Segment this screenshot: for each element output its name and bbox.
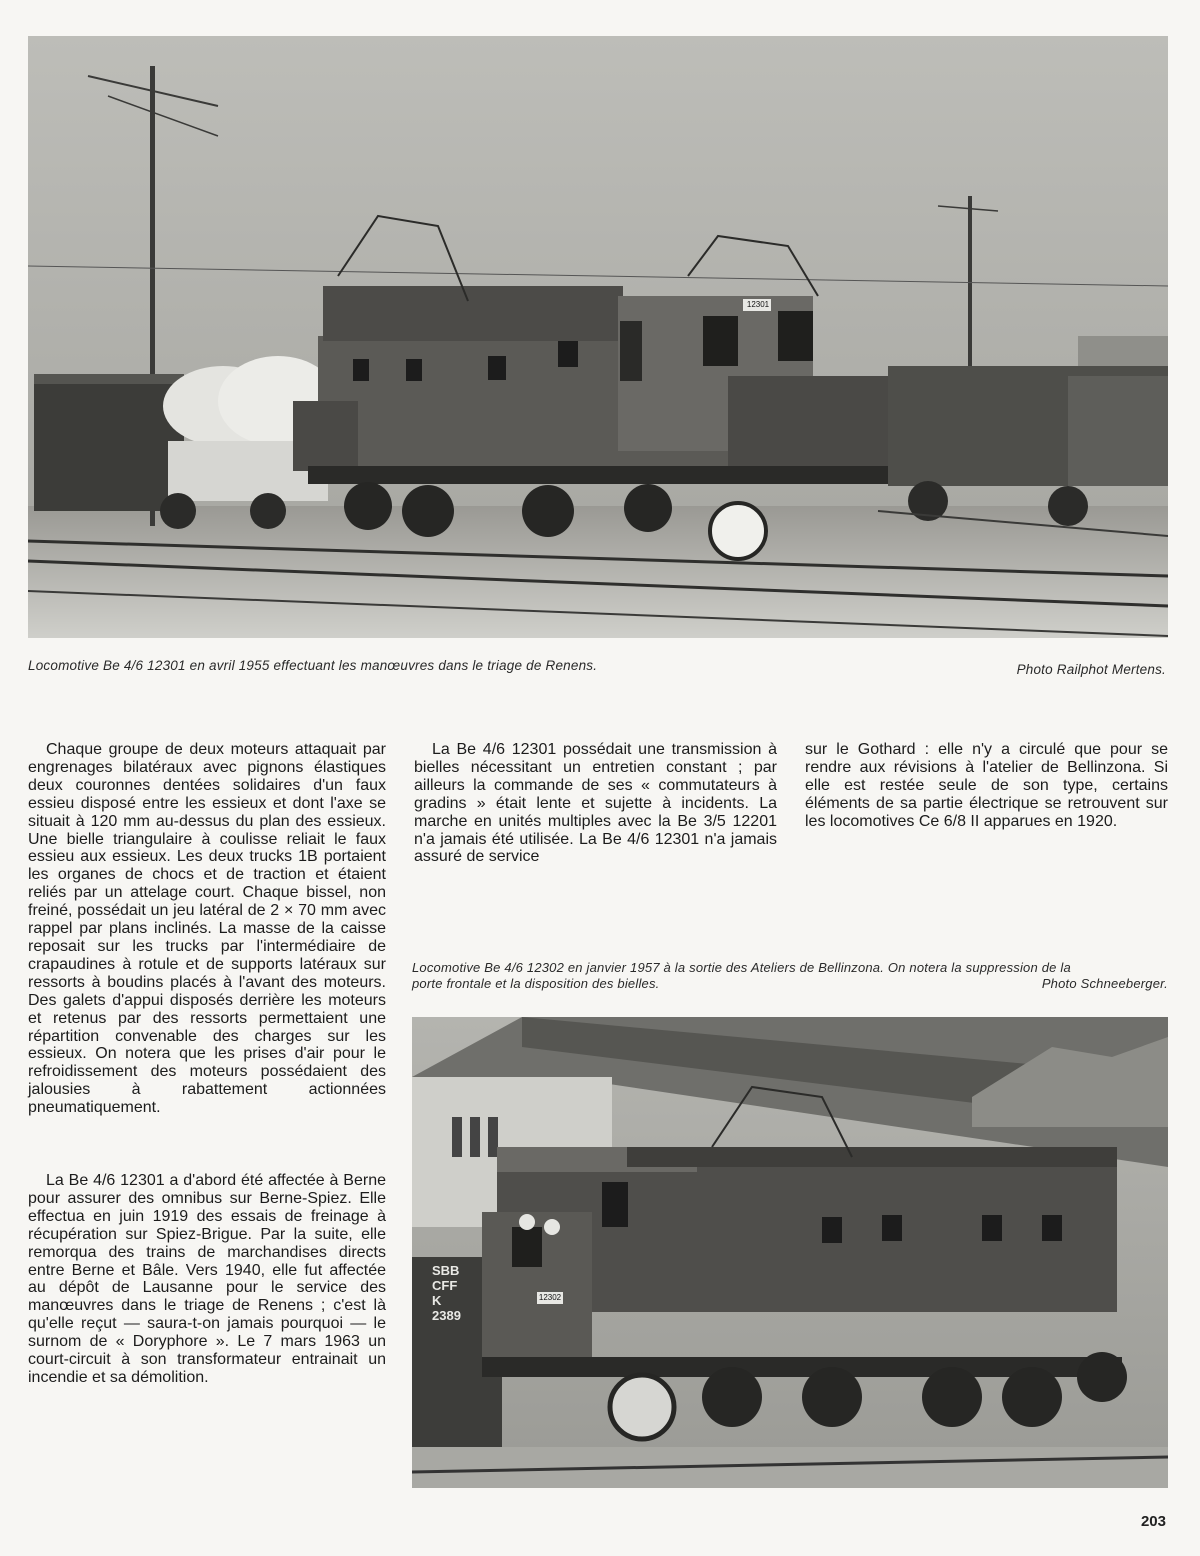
paragraph-maintenance: La Be 4/6 12301 possédait une transmission à bielles nécessitant un entretien constant ; par ailleurs la commande de ses « commutateurs à gradins » était lente et sujette à incidents. La marche en unités multiples avec la Be 3/5 12201 n'a jamais été utilisée. La Be 4/6 12301 n'a jamais assuré de service [414, 741, 777, 866]
paragraph-gothard: sur le Gothard : elle n'y a circulé que pour se rendre aux révisions à l'atelier de Bellinzona. Si elle est restée seule de son type, certains éléments de sa partie électrique se retrouvent sur les locomotives Ce 6/8 II apparues en 1920. [805, 741, 1168, 830]
photo2-number-plate: 12302 [538, 1293, 562, 1302]
page-number: 203 [1140, 1513, 1166, 1530]
text-column-left [28, 741, 386, 1387]
photo2-credit: Photo Schneeberger. [1041, 976, 1168, 991]
photo2-caption-line1: Locomotive Be 4/6 12302 en janvier 1957 à la sortie des Ateliers de Bellinzona. On notera la suppression de la [412, 960, 1071, 975]
text-column-middle [414, 741, 777, 866]
photo-locomotive-12301 [28, 36, 1168, 638]
photo2-caption [412, 960, 1172, 992]
text-column-right [805, 741, 1168, 831]
wagon-marking: SBB CFF K 2389 [432, 1263, 461, 1323]
photo1-caption: Locomotive Be 4/6 12301 en avril 1955 effectuant les manœuvres dans le triage de Renens. [28, 658, 598, 673]
paragraph-service-history: La Be 4/6 12301 a d'abord été affectée à Berne pour assurer des omnibus sur Berne-Spiez. Elle effectua en juin 1919 des essais de freinage à récupération sur Spiez-Brigue. Par la suite, elle remorqua des trains de marchandises directs entre Berne et Bâle. Vers 1940, elle fut affectée au dépôt de Lausanne pour le service des manœuvres dans le triage de Renens ; c'est là qu'elle reçut — saura-t-on jamais pourquoi — le surnom de « Doryphore ». Le 7 mars 1963 un court-circuit à son transformateur entrainait un incendie et sa démolition. [28, 1172, 386, 1386]
photo2-caption-line2: porte frontale et la disposition des bielles. [412, 976, 660, 991]
photo1-number-plate: 12301 [746, 300, 770, 309]
photo1-credit: Photo Railphot Mertens. [1016, 662, 1166, 677]
paragraph-transmission: Chaque groupe de deux moteurs attaquait par engrenages bilatéraux avec pignons élastiques deux couronnes dentées solidaires d'un faux essieu disposé entre les essieux et dont l'axe se situait à 120 mm au-dessus du plan des essieux. Une bielle triangulaire à coulisse reliait le faux essieu aux essieux. Les deux trucks 1B portaient les organes de chocs et de traction et étaient reliés par un attelage court. Chaque bissel, non freiné, possédait un jeu latéral de 2 × 70 mm avec rappel par plans inclinés. La masse de la caisse reposait sur les trucks par l'intermédiaire de crapaudines à rotule et de supports latéraux sur ressorts à boudins placés à l'avant des moteurs. Des galets d'appui disposés derrière les moteurs et retenus par des ressorts permettaient une répartition convenable des charges sur les essieux. On notera que les prises d'air pour le refroidissement des moteurs possédaient des jalousies à rabattement actionnées pneumatiquement. [28, 741, 386, 1117]
photo-locomotive-12302 [412, 1017, 1168, 1488]
